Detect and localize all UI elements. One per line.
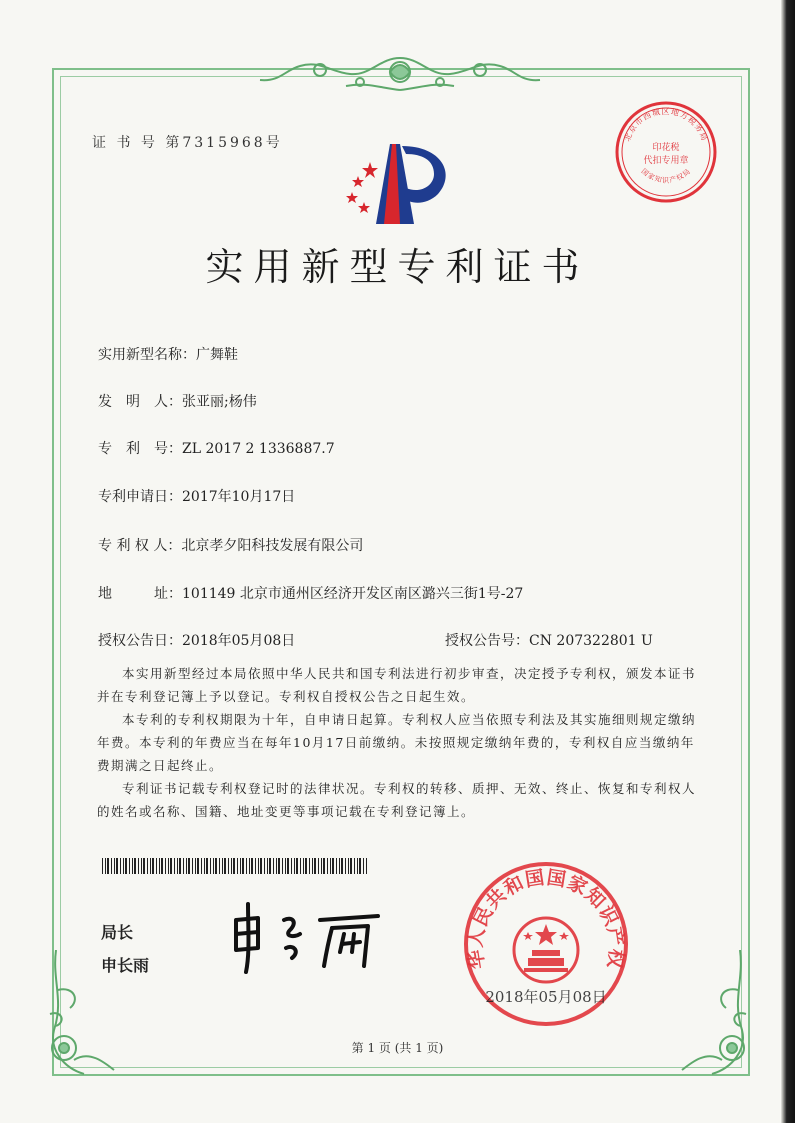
official-seal-ring-text: 华人民共和国国家知识产权	[464, 866, 628, 971]
grant-date-value: 2018年05月08日	[182, 633, 296, 649]
patentee-value: 北京孝夕阳科技发展有限公司	[181, 538, 364, 554]
barcode	[102, 858, 368, 874]
patent-number-value: ZL 2017 2 1336887.7	[182, 441, 335, 457]
inventor-value: 张亚丽;杨伟	[182, 394, 257, 410]
official-seal	[462, 860, 630, 1028]
field-grant-number	[445, 630, 653, 650]
cnipa-logo-icon	[330, 140, 458, 230]
field-address	[98, 583, 523, 603]
filing-date-value: 2017年10月17日	[182, 489, 296, 505]
certificate-body	[97, 662, 697, 823]
tax-seal-center-1: 印花税	[652, 143, 680, 153]
director-name: 申长雨	[101, 956, 150, 975]
tax-seal	[614, 100, 718, 204]
tax-seal-ring-text: 北京市西城区地方税务局	[622, 107, 710, 143]
svg-text:国家知识产权局	[640, 166, 693, 184]
field-grant-date	[98, 630, 295, 650]
paragraph-1: 本实用新型经过本局依照中华人民共和国专利法进行初步审查，决定授予专利权，颁发本证书并在专利登记簿上予以登记。专利权自授权公告之日起生效。	[97, 666, 697, 704]
filing-date-label: 专利申请日：	[98, 489, 182, 505]
official-seal-graphic	[462, 860, 630, 1028]
paragraph-2: 本专利的专利权期限为十年，自申请日起算。专利权人应当依照专利法及其实施细则规定缴纳年费。本专利的年费应当在每年10月17日前缴纳。未按照规定缴纳年费的，专利权自应当缴纳年费期满之日起终止。	[97, 712, 697, 773]
certificate-number: 证 书 号 第7315968号	[92, 135, 283, 151]
scan-edge	[781, 0, 795, 1123]
field-patent-number	[98, 438, 335, 458]
inventor-label: 发 明 人：	[98, 394, 182, 410]
director-signature	[228, 898, 388, 978]
field-patentee	[98, 535, 363, 555]
grant-number-value: CN 207322801 U	[529, 633, 653, 649]
name-value: 广舞鞋	[196, 347, 238, 363]
official-seal-date: 2018年05月08日	[485, 988, 607, 1006]
page-number: 第 1 页 (共 1 页)	[351, 1041, 444, 1055]
tax-seal-bottom-text: 国家知识产权局	[639, 167, 693, 185]
director-title: 局长	[101, 923, 134, 942]
top-ornament	[250, 52, 550, 96]
bottom-right-ornament	[672, 950, 752, 1080]
field-inventor	[98, 391, 257, 411]
name-label: 实用新型名称：	[98, 347, 196, 363]
patent-number-label: 专 利 号：	[98, 441, 182, 457]
tax-seal-center-2: 代扣专用章	[643, 156, 689, 166]
field-filing-date	[98, 486, 295, 506]
patentee-label: 专 利 权 人：	[98, 538, 182, 554]
field-utility-model-name	[98, 344, 238, 364]
tax-seal-graphic	[614, 100, 718, 204]
page-title: 实用新型专利证书	[205, 245, 590, 289]
grant-date-label: 授权公告日：	[98, 633, 182, 649]
address-label: 地 址：	[98, 586, 182, 602]
grant-number-label: 授权公告号：	[445, 633, 529, 649]
address-value: 101149 北京市通州区经济开发区南区潞兴三街1号-27	[182, 586, 524, 602]
paragraph-3: 专利证书记载专利权登记时的法律状况。专利权的转移、质押、无效、终止、恢复和专利权人的姓名或名称、国籍、地址变更等事项记载在专利登记簿上。	[97, 781, 697, 819]
